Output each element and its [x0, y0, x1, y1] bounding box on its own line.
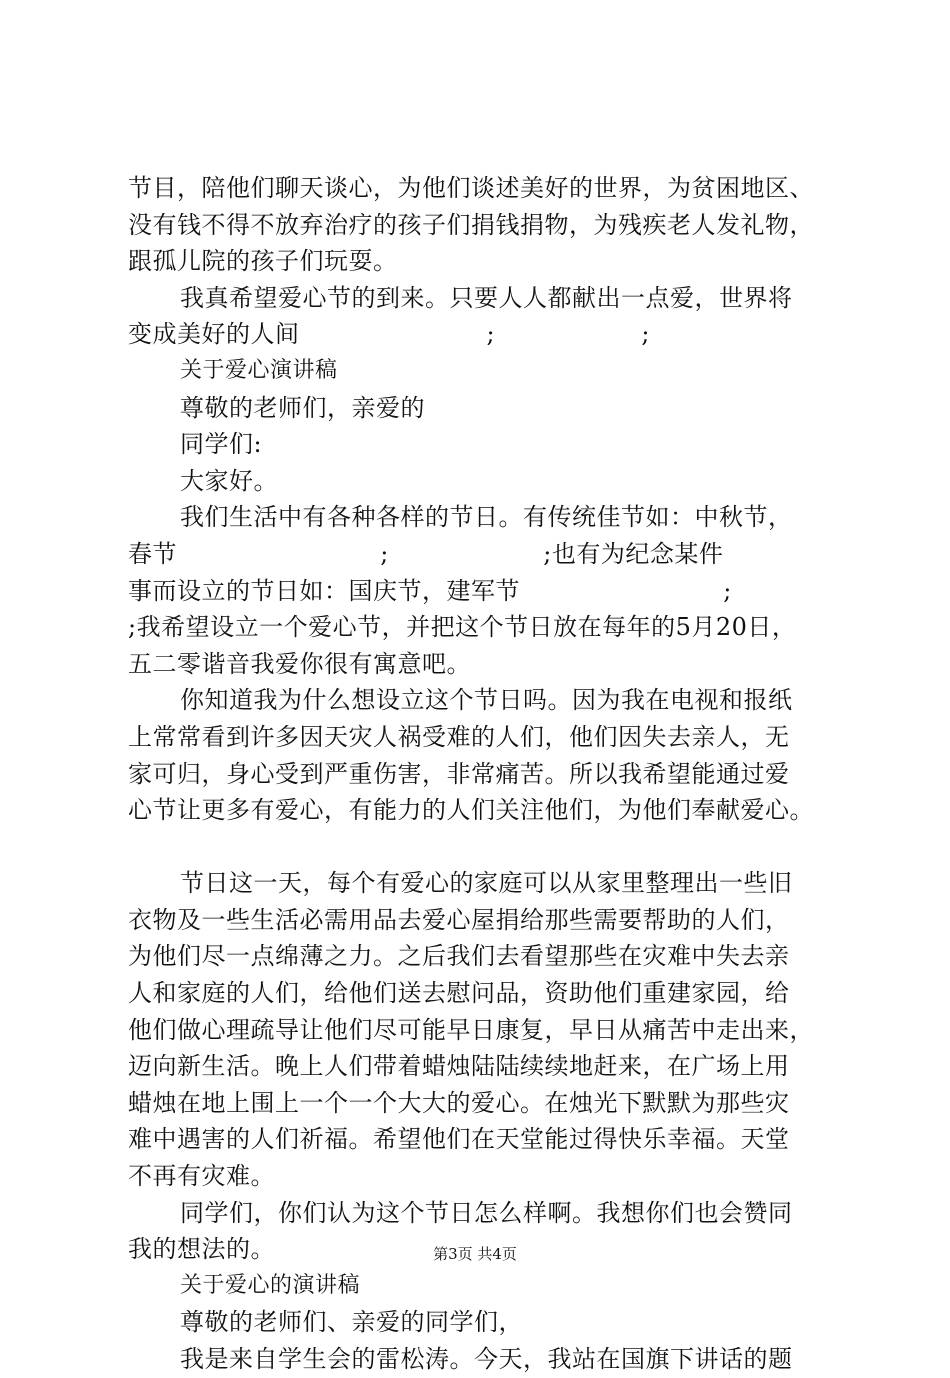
salutation: 尊敬的老师们，亲爱的: [180, 393, 425, 422]
text-line: 上常常看到许多因天灾人祸受难的人们，他们因失去亲人，无: [128, 722, 790, 751]
text-line: 我们生活中有各种各样的节日。有传统佳节如：中秋节，: [180, 503, 793, 532]
text-line: 我的想法的。: [128, 1235, 275, 1264]
text-line: 难中遇害的人们祈福。希望他们在天堂能过得快乐幸福。天堂: [128, 1125, 790, 1154]
section-heading: 关于爱心的演讲稿: [180, 1272, 361, 1298]
text-line: 我是来自学生会的雷松涛。今天，我站在国旗下讲话的题: [180, 1345, 793, 1373]
text-line: 他们做心理疏导让他们尽可能早日康复，早日从痛苦中走出来，: [128, 1015, 814, 1044]
salutation: 同学们:: [180, 430, 263, 459]
text-line: 没有钱不得不放弃治疗的孩子们捐钱捐物，为残疾老人发礼物，: [128, 210, 814, 239]
text-line: 你知道我为什么想设立这个节日吗。因为我在电视和报纸: [180, 686, 793, 715]
text-line: 节日这一天，每个有爱心的家庭可以从家里整理出一些旧: [180, 869, 793, 898]
text-line: 人和家庭的人们，给他们送去慰问品，资助他们重建家园，给: [128, 979, 790, 1008]
text-line: 春节 ; ;也有为纪念某件: [128, 539, 724, 568]
text-line: ;我希望设立一个爱心节，并把这个节日放在每年的5月20日，: [128, 613, 797, 642]
text-line: 事而设立的节日如：国庆节，建军节 ;: [128, 576, 732, 605]
text-line: 为他们尽一点绵薄之力。之后我们去看望那些在灾难中失去亲: [128, 942, 790, 971]
text-line: 同学们，你们认为这个节日怎么样啊。我想你们也会赞同: [180, 1198, 793, 1227]
paragraph-gap: [128, 829, 848, 866]
body-text: [128, 170, 848, 1378]
text-line: 心节让更多有爱心，有能力的人们关注他们，为他们奉献爱心。: [128, 796, 814, 825]
text-line: 迈向新生活。晚上人们带着蜡烛陆陆续续地赶来，在广场上用: [128, 1052, 790, 1081]
text-line: 衣物及一些生活必需用品去爱心屋捐给那些需要帮助的人们，: [128, 905, 790, 934]
text-line: 不再有灾难。: [128, 1162, 275, 1191]
greeting: 大家好。: [180, 466, 278, 495]
text-line: 变成美好的人间 ; ;: [128, 320, 650, 349]
text-line: 蜡烛在地上围上一个一个大大的爱心。在烛光下默默为那些灾: [128, 1088, 790, 1117]
text-line: 我真希望爱心节的到来。只要人人都献出一点爱，世界将: [180, 283, 793, 312]
text-line: 五二零谐音我爱你很有寓意吧。: [128, 649, 471, 678]
salutation: 尊敬的老师们、亲爱的同学们，: [180, 1308, 523, 1337]
text-line: 家可归，身心受到严重伤害，非常痛苦。所以我希望能通过爱: [128, 759, 790, 788]
page-footer: 第3页 共4页: [433, 1245, 517, 1263]
text-line: 节目，陪他们聊天谈心，为他们谈述美好的世界，为贫困地区、: [128, 174, 814, 202]
section-heading: 关于爱心演讲稿: [180, 357, 338, 383]
text-line: 跟孤儿院的孩子们玩耍。: [128, 247, 398, 276]
